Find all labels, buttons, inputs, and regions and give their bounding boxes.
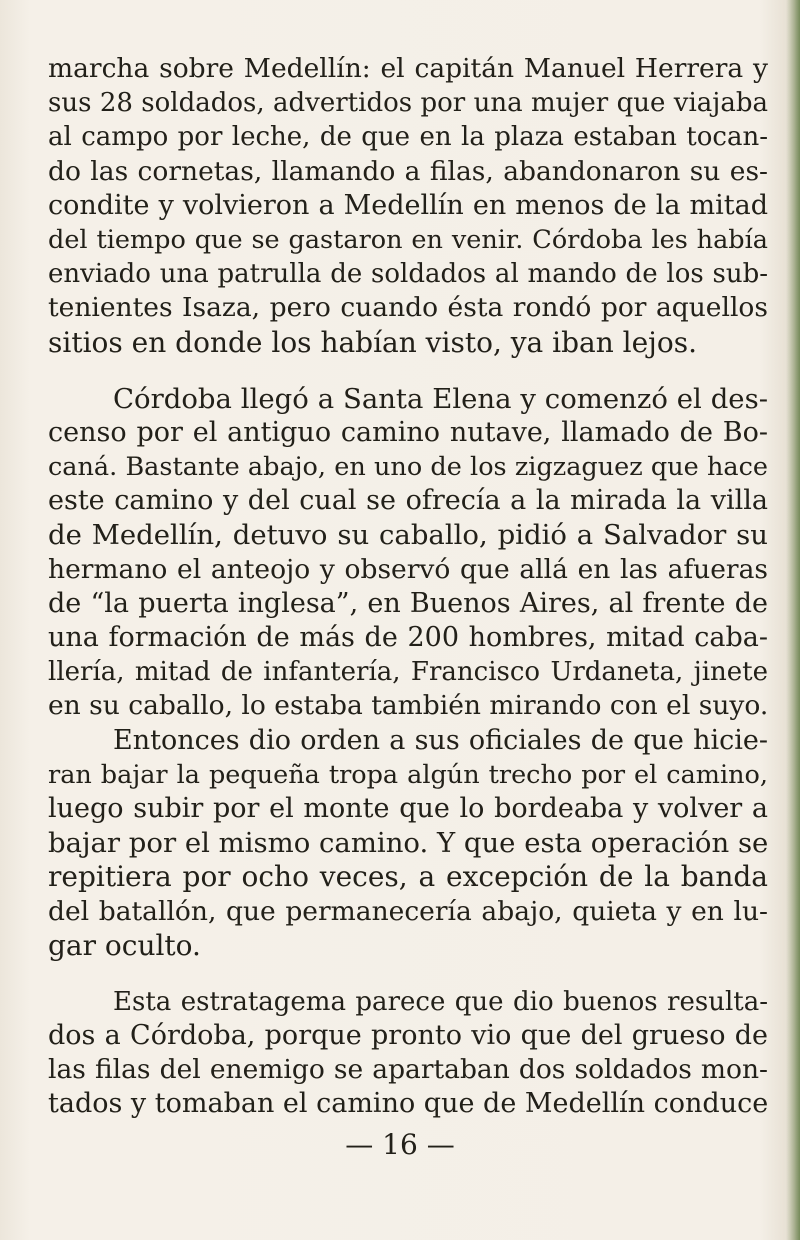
text-line: del tiempo que se gastaron en venir. Córdoba les había: [48, 224, 768, 255]
paragraph-4: [48, 985, 768, 1122]
text-line: al campo por leche, de que en la plaza estaban tocan-: [48, 122, 768, 153]
text-line: do las cornetas, llamando a filas, abandonaron su es-: [48, 155, 768, 187]
text-line: caná. Bastante abajo, en uno de los zigzaguez que hace: [48, 452, 768, 483]
paragraph-2: [48, 382, 768, 724]
text-line: condite y volvieron a Medellín en menos de la mitad: [48, 189, 768, 221]
text-line: tados y tomaban el camino que de Medellín conduce: [48, 1088, 769, 1120]
paragraph-3: [48, 724, 768, 963]
text-line: Córdoba llegó a Santa Elena y comenzó el des-: [113, 382, 768, 415]
text-line: del batallón, que permanecería abajo, quieta y en lu-: [48, 895, 768, 927]
text-line: las filas del enemigo se apartaban dos soldados mon-: [48, 1054, 768, 1086]
text-line: repitiera por ocho veces, a excepción de la banda: [48, 860, 768, 894]
text-line: de “la puerta inglesa”, en Buenos Aires, al frente de: [48, 587, 768, 619]
text-line: en su caballo, lo estaba también mirando con el suyo.: [48, 690, 769, 722]
text-line: Esta estratagema parece que dio buenos resulta-: [113, 986, 768, 1017]
text-line: este camino y del cual se ofrecía a la mirada la villa: [48, 485, 768, 517]
text-line: gar oculto.: [48, 928, 201, 962]
text-line: marcha sobre Medellín: el capitán Manuel Herrera y: [48, 53, 768, 84]
text-line: luego subir por el monte que lo bordeaba y volver a: [48, 792, 768, 824]
page-edge: [786, 0, 800, 1240]
text-line: llería, mitad de infantería, Francisco Urdaneta, jinete: [48, 657, 768, 688]
page-number: — 16 —: [345, 1128, 455, 1161]
text-line: ran bajar la pequeña tropa algún trecho por el camino,: [48, 759, 768, 790]
text-line: sitios en donde los habían visto, ya iban lejos.: [48, 325, 697, 359]
text-line: enviado una patrulla de soldados al mando de los sub-: [48, 259, 768, 290]
text-line: sus 28 soldados, advertidos por una mujer que viajaba: [48, 88, 768, 119]
text-line: dos a Córdoba, porque pronto vio que del grueso de: [48, 1020, 768, 1052]
text-line: de Medellín, detuvo su caballo, pidió a Salvador su: [48, 519, 768, 552]
text-line: Entonces dio orden a sus oficiales de que hicie-: [113, 724, 768, 756]
text-line: tenientes Isaza, pero cuando ésta rondó por aquellos: [48, 292, 768, 324]
text-line: hermano el anteojo y observó que allá en las afueras: [48, 553, 768, 585]
text-line: una formación de más de 200 hombres, mitad caba-: [48, 622, 768, 653]
text-line: bajar por el mismo camino. Y que esta operación se: [48, 827, 769, 860]
text-line: censo por el antiguo camino nutave, llamado de Bo-: [48, 416, 768, 448]
paragraph-1: [48, 52, 768, 360]
body-text: [48, 52, 768, 1122]
